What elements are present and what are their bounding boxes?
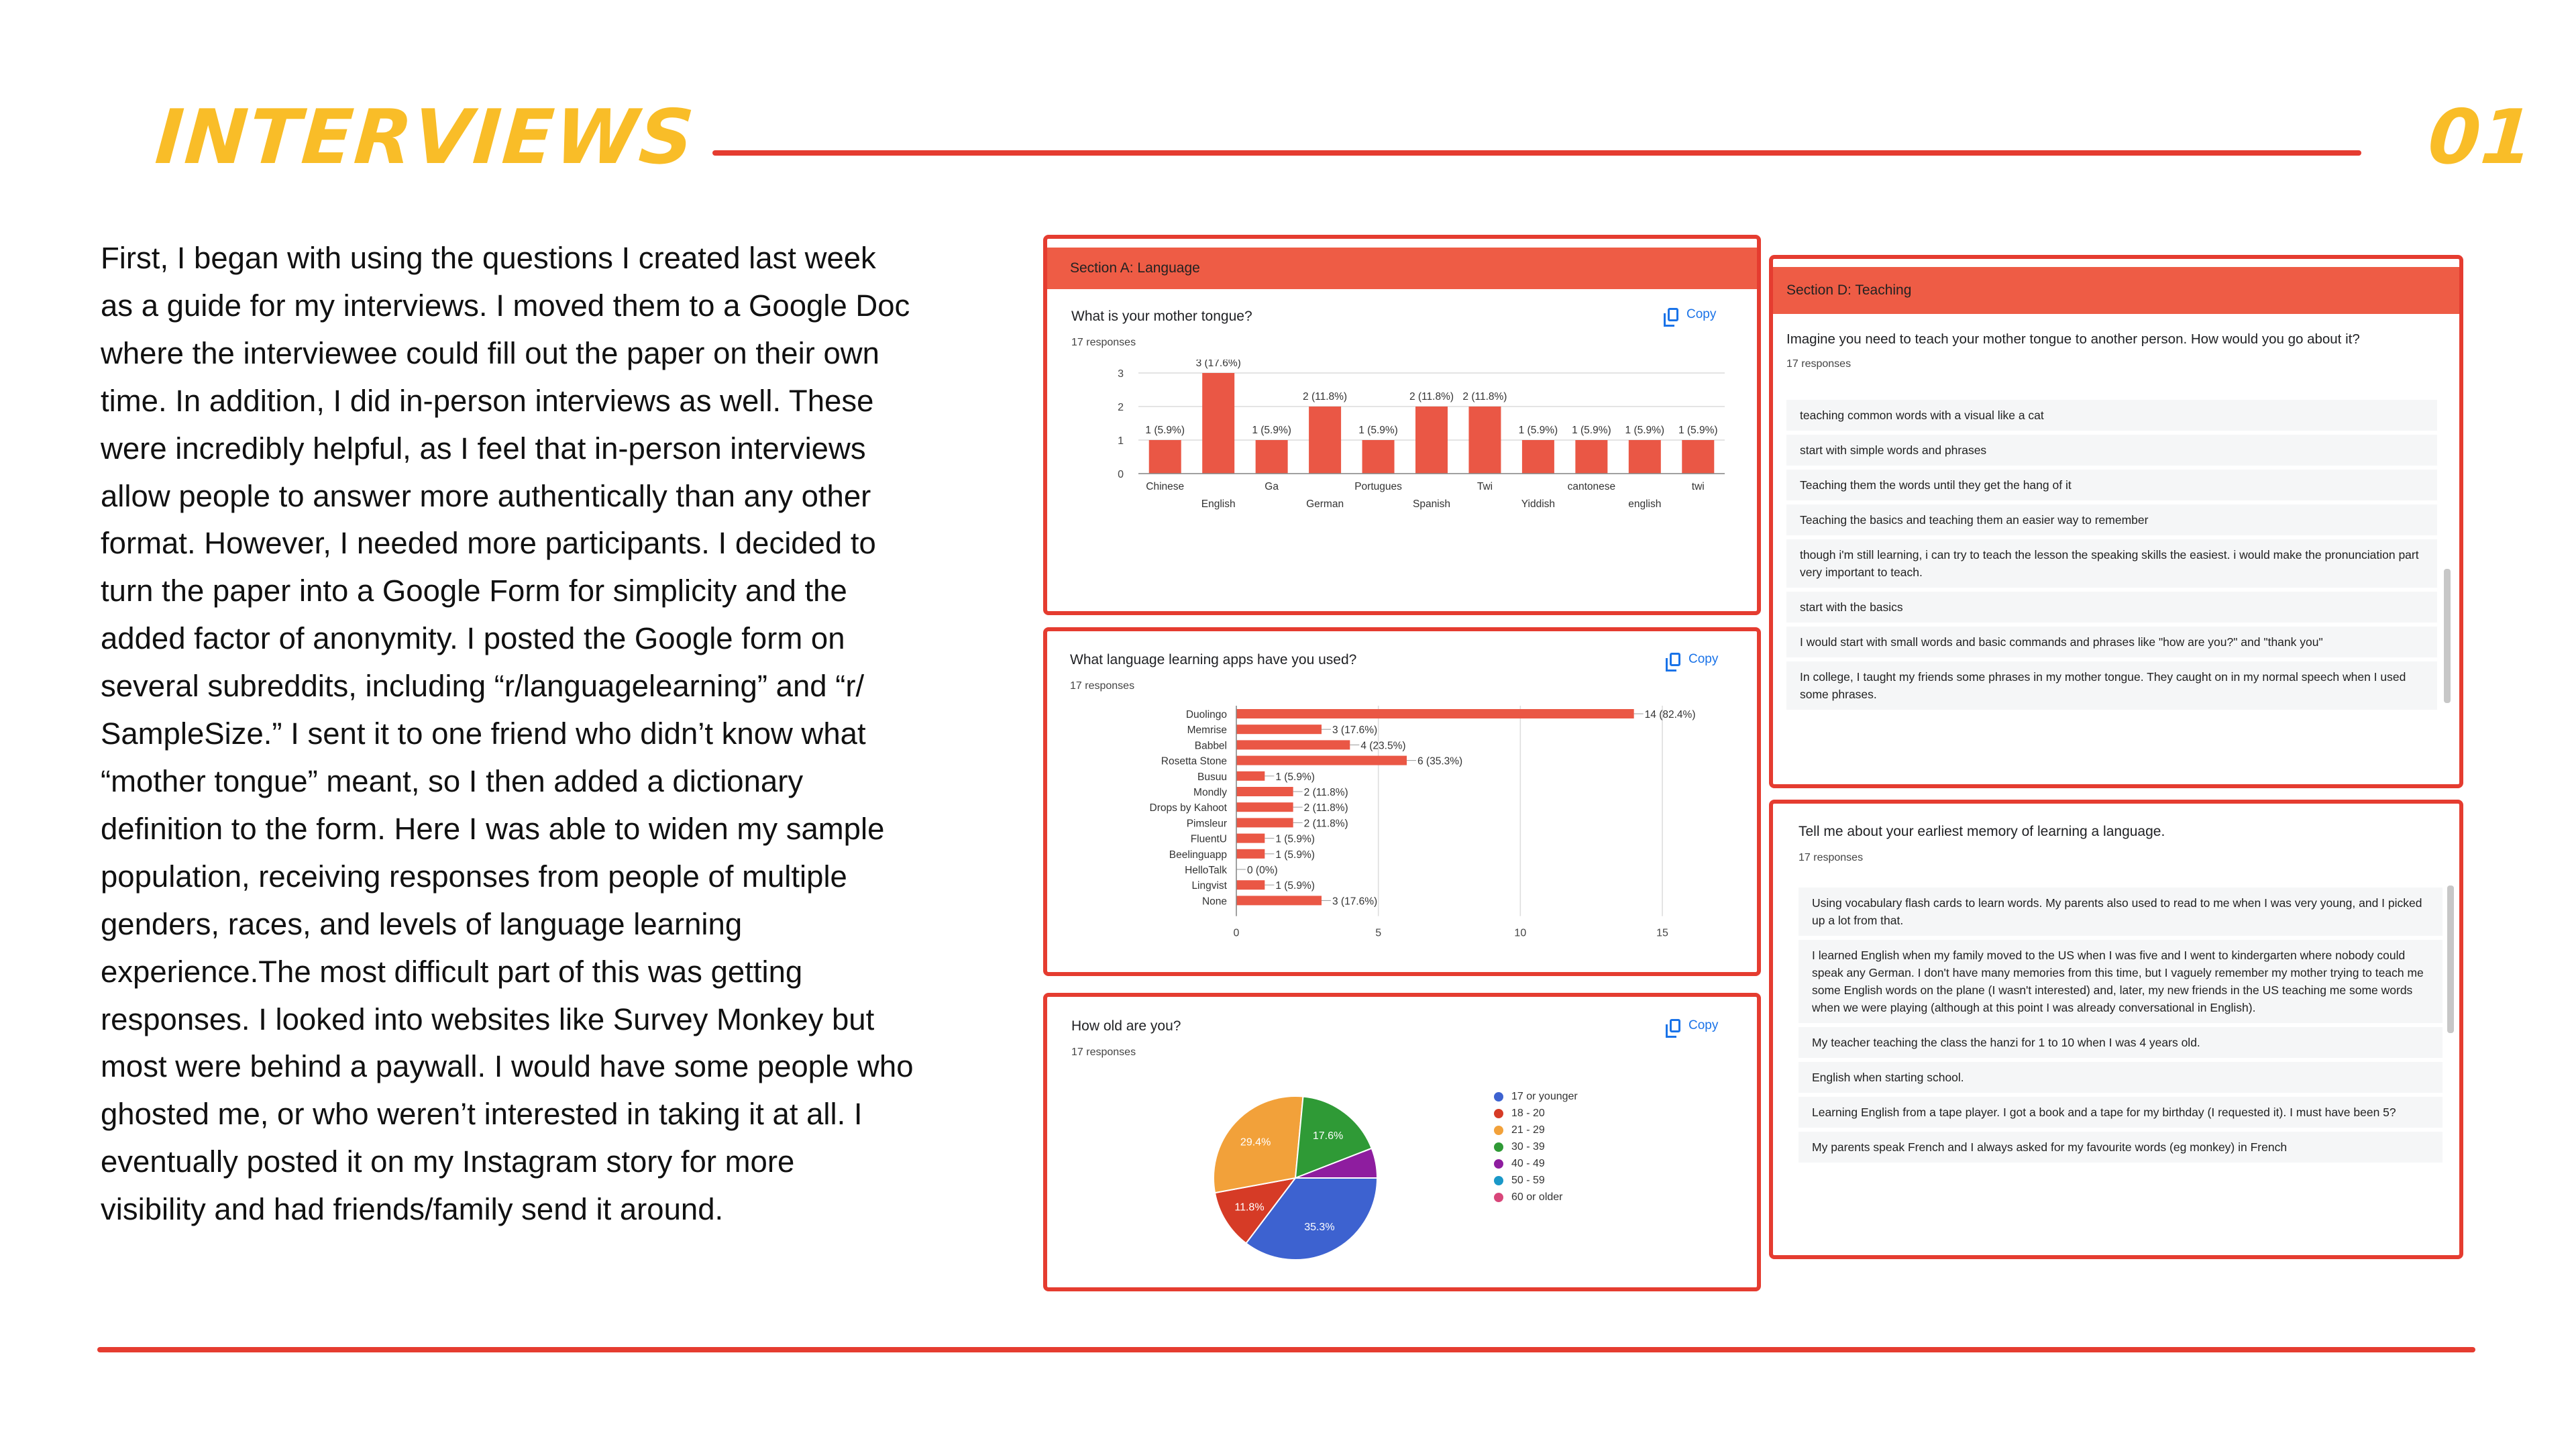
y-tick-label: HelloTalk <box>1185 865 1227 876</box>
y-tick-label: Lingvist <box>1191 880 1227 892</box>
teaching-card <box>1769 255 2463 788</box>
legend-label: 21 - 29 <box>1511 1124 1545 1136</box>
footer-divider <box>97 1347 2475 1352</box>
legend-swatch <box>1494 1126 1503 1135</box>
response-item: teaching common words with a visual like a cat <box>1786 400 2437 431</box>
legend-label: 60 or older <box>1511 1191 1563 1203</box>
legend-label: 30 - 39 <box>1511 1140 1545 1152</box>
y-tick-label: Drops by Kahoot <box>1149 802 1227 814</box>
y-tick-label: Busuu <box>1197 771 1227 783</box>
body-line: ghosted me, or who weren’t interested in taking it at all. I <box>101 1097 863 1132</box>
body-line: turn the paper into a Google Form for simplicity and the <box>101 574 847 608</box>
data-label: 1 (5.9%) <box>1252 425 1291 436</box>
bar <box>1236 802 1293 812</box>
bar <box>1236 896 1322 905</box>
question-title: Imagine you need to teach your mother tongue to another person. How would you go about it? <box>1786 331 2360 347</box>
y-tick-label: Duolingo <box>1185 709 1227 720</box>
response-item: start with the basics <box>1786 592 2437 623</box>
question-title: What language learning apps have you used? <box>1070 652 1357 667</box>
legend-item <box>1494 1155 1578 1172</box>
x-tick-label: Portugues <box>1354 481 1402 492</box>
legend-item <box>1494 1172 1578 1189</box>
copy-icon <box>1668 308 1678 321</box>
y-tick-label: Mondly <box>1193 787 1227 798</box>
bar <box>1468 407 1501 474</box>
x-tick-label: Twi <box>1477 481 1493 492</box>
x-tick-label: Chinese <box>1146 481 1185 492</box>
response-list <box>1799 888 2443 1253</box>
data-label: 1 (5.9%) <box>1275 849 1315 861</box>
mother-tongue-card <box>1043 235 1761 615</box>
data-label: 1 (5.9%) <box>1275 771 1315 783</box>
data-label: 1 (5.9%) <box>1275 833 1315 845</box>
slice-label: 35.3% <box>1304 1222 1335 1234</box>
response-item: My parents speak French and I always asked for my favourite words (eg monkey) in French <box>1799 1132 2443 1163</box>
y-tick-label: Memrise <box>1187 724 1227 737</box>
legend-swatch <box>1494 1092 1503 1102</box>
body-line: population, receiving responses from people of multiple <box>101 859 847 894</box>
data-label: 14 (82.4%) <box>1644 709 1696 720</box>
body-line: eventually posted it on my Instagram story for more <box>101 1144 795 1179</box>
bar <box>1236 880 1265 890</box>
response-count: 17 responses <box>1070 680 1135 692</box>
bar <box>1629 440 1661 474</box>
legend-label: 50 - 59 <box>1511 1174 1545 1186</box>
response-count: 17 responses <box>1071 337 1136 348</box>
bar <box>1236 709 1634 718</box>
copy-button[interactable] <box>1670 652 1718 667</box>
body-line: definition to the form. Here I was able to widen my sample <box>101 811 885 846</box>
y-tick-label: Pimsleur <box>1186 818 1227 830</box>
x-tick-label: english <box>1628 498 1662 510</box>
question-title: What is your mother tongue? <box>1071 309 1252 324</box>
data-label: 1 (5.9%) <box>1275 880 1315 892</box>
bar <box>1236 849 1265 859</box>
body-line: as a guide for my interviews. I moved them to a Google Doc <box>101 288 910 323</box>
response-item: though i'm still learning, i can try to teach the lesson the speaking skills the easiest. i would make the pronunciation part very important to teach. <box>1786 539 2437 588</box>
response-item: I learned English when my family moved to the US when I was five and I went to kindergarten where nobody could speak any German. I don't have many memories from this time, but I vaguely remember my mother trying to teach me some English words on the plane (I wasn't interested) and, later, my new friends in the US teaching me some words when we were playing (although at this point I was already conversational in English). <box>1799 940 2443 1023</box>
copy-label: Copy <box>1688 1018 1719 1032</box>
body-line: First, I began with using the questions I created last week <box>101 241 876 275</box>
body-line: genders, races, and levels of language learning <box>101 906 743 941</box>
legend-label: 40 - 49 <box>1511 1157 1545 1169</box>
copy-button[interactable] <box>1668 307 1716 322</box>
page-number: 01 <box>2425 94 2536 181</box>
body-line: “mother tongue” meant, so I then added a dictionary <box>101 763 804 798</box>
legend-swatch <box>1494 1142 1503 1152</box>
data-label: 2 (11.8%) <box>1462 391 1507 402</box>
body-line: allow people to answer more authentically than any other <box>101 478 871 513</box>
data-label: 2 (11.8%) <box>1303 818 1348 830</box>
x-tick-label: English <box>1201 498 1236 510</box>
response-item: I would start with small words and basic commands and phrases like "how are you?" and "thank you" <box>1786 627 2437 657</box>
scrollbar[interactable] <box>2447 885 2454 1033</box>
data-label: 3 (17.6%) <box>1332 896 1378 908</box>
response-item: Using vocabulary flash cards to learn words. My parents also used to read to me when I was very young, and I picked up a lot from that. <box>1799 888 2443 936</box>
legend-item <box>1494 1088 1578 1105</box>
response-item: Learning English from a tape player. I got a book and a tape for my birthday (I requested it). I must have been 5? <box>1799 1097 2443 1128</box>
response-item: English when starting school. <box>1799 1062 2443 1093</box>
legend-item <box>1494 1122 1578 1138</box>
pie-legend <box>1494 1088 1578 1205</box>
x-tick-label: 5 <box>1375 927 1382 939</box>
data-label: 1 (5.9%) <box>1518 425 1558 436</box>
y-tick-label: Beelinguapp <box>1169 849 1227 861</box>
body-line: format. However, I needed more participants. I decided to <box>101 526 876 561</box>
apps-card <box>1043 627 1761 976</box>
y-tick-label: 2 <box>1118 402 1124 413</box>
legend-item <box>1494 1138 1578 1155</box>
bar <box>1236 724 1322 734</box>
slice-label: 11.8% <box>1234 1201 1265 1214</box>
copy-label: Copy <box>1686 307 1717 321</box>
copy-button[interactable] <box>1670 1018 1718 1033</box>
y-tick-label: 0 <box>1118 469 1124 480</box>
response-item: Teaching them the words until they get the hang of it <box>1786 470 2437 500</box>
bar <box>1522 440 1554 474</box>
body-line: where the interviewee could fill out the paper on their own <box>101 335 879 370</box>
data-label: 3 (17.6%) <box>1332 724 1378 737</box>
legend-swatch <box>1494 1109 1503 1118</box>
legend-label: 17 or younger <box>1511 1090 1578 1102</box>
slice-label: 29.4% <box>1240 1136 1271 1148</box>
y-tick-label: None <box>1201 896 1227 908</box>
x-tick-label: 15 <box>1656 927 1668 939</box>
data-label: 0 (0%) <box>1247 865 1278 876</box>
bar <box>1415 407 1448 474</box>
mother-tongue-chart <box>1047 360 1757 614</box>
response-count: 17 responses <box>1786 358 1851 370</box>
bar <box>1236 740 1350 749</box>
x-tick-label: Spanish <box>1412 498 1451 510</box>
data-label: 1 (5.9%) <box>1625 425 1665 436</box>
response-item: My teacher teaching the class the hanzi for 1 to 10 when I was 4 years old. <box>1799 1027 2443 1058</box>
x-tick-label: Yiddish <box>1521 498 1556 510</box>
legend-swatch <box>1494 1193 1503 1202</box>
bar <box>1682 440 1714 474</box>
bar <box>1236 834 1265 843</box>
bar <box>1149 440 1181 474</box>
body-paragraph <box>101 235 959 1234</box>
header-divider <box>712 150 2361 156</box>
bar <box>1362 440 1395 474</box>
age-pie-chart <box>1195 1077 1396 1279</box>
bar <box>1236 787 1293 796</box>
data-label: 2 (11.8%) <box>1303 787 1348 798</box>
copy-label: Copy <box>1688 652 1719 666</box>
data-label: 6 (35.3%) <box>1417 755 1463 767</box>
section-header: Section D: Teaching <box>1773 267 2459 314</box>
response-item: start with simple words and phrases <box>1786 435 2437 466</box>
memory-card <box>1769 800 2463 1259</box>
y-tick-label: Babbel <box>1194 740 1227 752</box>
slice-label: 17.6% <box>1312 1130 1344 1142</box>
x-tick-label: cantonese <box>1567 481 1616 492</box>
response-item: Teaching the basics and teaching them an easier way to remember <box>1786 504 2437 535</box>
x-tick-label: German <box>1306 498 1344 510</box>
body-line: SampleSize.” I sent it to one friend who didn’t know what <box>101 716 866 751</box>
apps-chart <box>1047 698 1757 973</box>
copy-icon <box>1670 653 1680 666</box>
bar <box>1202 373 1234 474</box>
data-label: 2 (11.8%) <box>1303 802 1348 814</box>
legend-item <box>1494 1105 1578 1122</box>
data-label: 2 (11.8%) <box>1409 391 1454 402</box>
x-tick-label: 0 <box>1233 927 1240 939</box>
y-tick-label: 3 <box>1118 368 1124 380</box>
x-tick-label: Ga <box>1265 481 1279 492</box>
y-tick-label: 1 <box>1118 435 1124 447</box>
legend-swatch <box>1494 1159 1503 1169</box>
body-line: experience.The most difficult part of this was getting <box>101 954 803 989</box>
section-header: Section A: Language <box>1047 248 1757 289</box>
legend-label: 18 - 20 <box>1511 1107 1545 1119</box>
response-count: 17 responses <box>1799 852 1864 863</box>
age-card <box>1043 993 1761 1291</box>
legend-item <box>1494 1189 1578 1205</box>
bar <box>1236 756 1407 765</box>
question-title: Tell me about your earliest memory of learning a language. <box>1799 824 2165 839</box>
y-tick-label: Rosetta Stone <box>1161 755 1227 767</box>
data-label: 1 (5.9%) <box>1145 425 1185 436</box>
legend-swatch <box>1494 1176 1503 1185</box>
bar <box>1309 407 1341 474</box>
scrollbar[interactable] <box>2444 569 2451 703</box>
body-line: several subreddits, including “r/languagelearning” and “r/ <box>101 669 865 704</box>
y-tick-label: FluentU <box>1190 833 1227 845</box>
body-line: responses. I looked into websites like Survey Monkey but <box>101 1002 875 1036</box>
body-line: added factor of anonymity. I posted the Google form on <box>101 621 845 656</box>
x-tick-label: twi <box>1691 481 1705 492</box>
data-label: 1 (5.9%) <box>1572 425 1611 436</box>
response-item: In college, I taught my friends some phrases in my mother tongue. They caught on in my normal speech when I used some phrases. <box>1786 661 2437 710</box>
body-line: visibility and had friends/family send it around. <box>101 1192 724 1227</box>
bar <box>1236 771 1265 781</box>
bar <box>1236 818 1293 827</box>
page-title: INTERVIEWS <box>152 94 698 181</box>
data-label: 1 (5.9%) <box>1358 425 1398 436</box>
question-title: How old are you? <box>1071 1018 1181 1034</box>
data-label: 1 (5.9%) <box>1678 425 1718 436</box>
copy-icon <box>1670 1019 1680 1032</box>
bar <box>1256 440 1288 474</box>
response-list <box>1786 400 2437 710</box>
body-line: time. In addition, I did in-person interviews as well. These <box>101 383 874 418</box>
body-line: most were behind a paywall. I would have some people who <box>101 1049 914 1084</box>
data-label: 2 (11.8%) <box>1303 391 1348 402</box>
data-label: 4 (23.5%) <box>1360 740 1406 752</box>
body-line: were incredibly helpful, as I feel that in-person interviews <box>101 431 866 466</box>
data-label: 3 (17.6%) <box>1195 360 1241 369</box>
response-count: 17 responses <box>1071 1046 1136 1058</box>
x-tick-label: 10 <box>1514 927 1527 939</box>
bar <box>1575 440 1607 474</box>
